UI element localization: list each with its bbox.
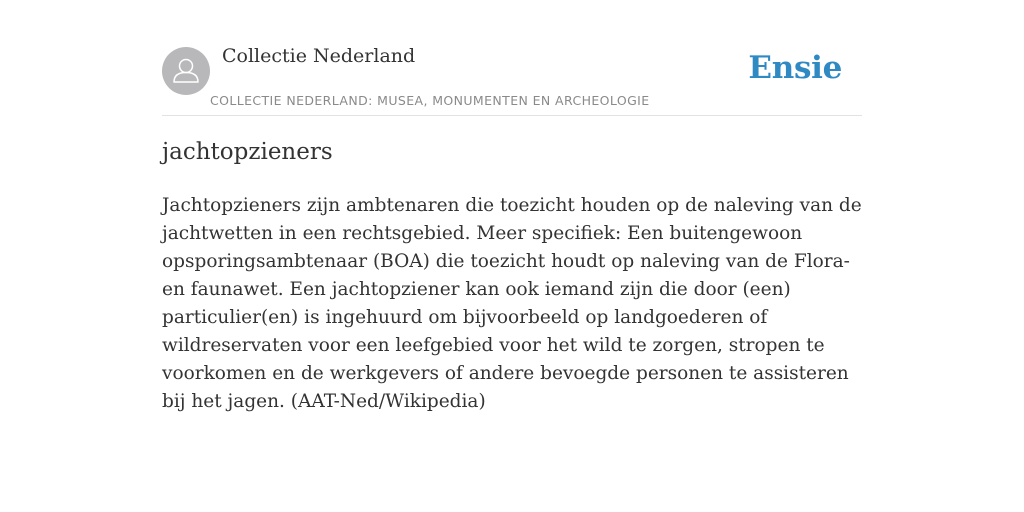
author-subtitle[interactable]: COLLECTIE NEDERLAND: MUSEA, MONUMENTEN EN ARCHEOLOGIE xyxy=(210,93,650,108)
header xyxy=(162,40,862,116)
brand-logo[interactable]: Ensie xyxy=(748,50,842,86)
page-title: jachtopzieners xyxy=(162,139,333,165)
author-name[interactable]: Collectie Nederland xyxy=(222,45,416,67)
avatar[interactable] xyxy=(162,47,210,95)
definition-text: Jachtopzieners zijn ambtenaren die toezicht houden op de naleving van de jachtwetten in een rechtsgebied. Meer specifiek: Een buitengewoon opsporingsambtenaar (BOA) die toezicht houdt op naleving van de Flora- en faunawet. Een jachtopziener kan ook iemand zijn die door (een) particulier(en) is ingehuurd om bijvoorbeeld op landgoederen of wildreservaten voor een leefgebied voor het wild te zorgen, stropen te voorkomen en de werkgevers of andere bevoegde personen te assisteren bij het jagen. (AAT-Ned/Wikipedia) xyxy=(162,195,862,412)
user-silhouette-icon xyxy=(162,47,210,95)
